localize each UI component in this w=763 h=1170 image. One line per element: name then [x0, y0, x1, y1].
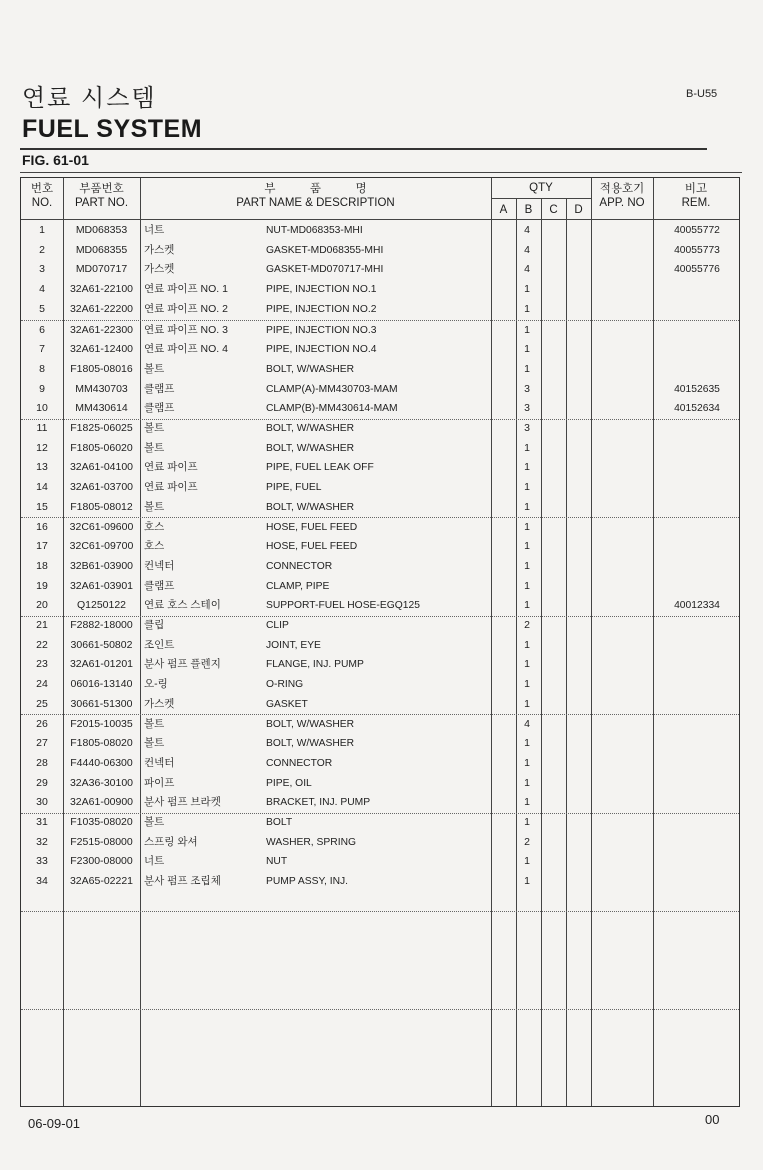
part-number: MD068355: [75, 243, 128, 256]
part-description: GASKET-MD070717-MHI: [266, 264, 384, 276]
part-number: 32B61-03900: [69, 559, 134, 572]
row-number: 28: [36, 756, 48, 769]
table-row: [21, 833, 739, 853]
table-row: [21, 774, 739, 794]
part-number: 30661-50802: [70, 638, 133, 651]
table-row: [21, 419, 739, 439]
table-row: [21, 655, 739, 675]
part-description: BOLT, W/WASHER: [266, 423, 355, 434]
row-number: 33: [36, 855, 48, 868]
qty-b: 1: [524, 500, 530, 513]
part-number: F2515-08000: [70, 835, 133, 848]
part-name-korean: 연료 파이프 NO. 3: [144, 323, 228, 336]
remark: 40012334: [674, 600, 720, 612]
part-number: 32A61-03700: [69, 481, 134, 494]
row-number: 31: [36, 816, 48, 828]
part-name-korean: 클램프: [144, 382, 175, 395]
part-description: BOLT: [266, 817, 293, 828]
part-name-korean: 가스켓: [144, 243, 175, 256]
row-number: 10: [36, 402, 48, 415]
row-number: 4: [39, 283, 45, 296]
part-name-korean: 너트: [144, 224, 165, 236]
qty-b: 4: [524, 717, 530, 730]
table-row: [21, 360, 739, 380]
part-number: 32A65-02221: [69, 875, 134, 888]
header-app-kor: 적용호기: [599, 183, 645, 195]
qty-b: 1: [524, 658, 530, 671]
table-row: [21, 399, 739, 419]
qty-b: 1: [524, 697, 530, 710]
part-name-korean: 연료 파이프 NO. 4: [144, 343, 228, 356]
header-rem-eng: REM.: [681, 197, 711, 209]
header-part-kor: 부품번호: [79, 183, 124, 195]
part-name-korean: 클램프: [144, 579, 175, 592]
part-name-korean: 가스켓: [144, 263, 175, 276]
row-number: 18: [36, 559, 48, 572]
part-description: HOSE, FUEL FEED: [266, 541, 358, 553]
row-number: 26: [36, 717, 48, 730]
title-english: FUEL SYSTEM: [22, 115, 203, 143]
title-korean: 연료 시스템: [22, 85, 157, 112]
part-name-korean: 클램프: [144, 402, 175, 415]
row-number: 3: [39, 263, 45, 276]
figure-number: FIG. 61-01: [22, 152, 89, 168]
row-number: 11: [36, 422, 48, 434]
part-number: MD070717: [75, 263, 128, 276]
part-description: BOLT, W/WASHER: [266, 442, 355, 454]
part-name-korean: 연료 파이프 NO. 1: [144, 283, 228, 296]
part-name-korean: 볼트: [144, 816, 165, 828]
table-row: [21, 458, 739, 478]
part-number: 32A61-22200: [69, 302, 134, 315]
part-name-korean: 연료 파이프 NO. 2: [144, 302, 228, 315]
row-number: 24: [36, 678, 48, 691]
row-number: 1: [39, 224, 45, 236]
table-row: [21, 616, 739, 636]
row-number: 17: [36, 540, 48, 553]
row-number: 19: [36, 579, 48, 592]
header-rem-kor: 비고: [684, 183, 708, 195]
part-name-korean: 조인트: [144, 638, 175, 651]
table-row: [21, 321, 739, 341]
qty-b: 1: [524, 283, 530, 296]
table-row: [21, 577, 739, 597]
table-row: [21, 221, 739, 241]
part-name-korean: 볼트: [144, 717, 165, 730]
qty-subheader-rule: [491, 198, 591, 199]
table-row: [21, 439, 739, 459]
footer-date: 06-09-01: [28, 1116, 81, 1131]
part-name-korean: 연료 파이프: [144, 461, 198, 474]
part-description: PIPE, FUEL LEAK OFF: [266, 462, 374, 474]
part-description: CLIP: [266, 620, 289, 631]
remark: 40152635: [674, 383, 720, 395]
header-no-kor: 번호: [30, 183, 54, 195]
table-row: [21, 380, 739, 400]
part-description: HOSE, FUEL FEED: [266, 521, 358, 533]
table-row: [21, 734, 739, 754]
header-qty-d: D: [574, 204, 583, 216]
table-row: [21, 280, 739, 300]
table-row: [21, 340, 739, 360]
table-row: [21, 852, 739, 872]
qty-b: 3: [524, 402, 530, 415]
group-rule-8: [21, 1009, 739, 1010]
part-number: Q1250122: [76, 599, 127, 612]
group-rule-7: [21, 911, 739, 912]
qty-b: 1: [524, 579, 530, 592]
part-name-korean: 분사 펌프 조립체: [144, 875, 221, 888]
qty-b: 3: [524, 382, 530, 395]
part-description: BRACKET, INJ. PUMP: [266, 797, 371, 809]
row-number: 15: [36, 500, 48, 513]
qty-b: 1: [524, 343, 530, 356]
row-number: 14: [36, 481, 48, 494]
remark: 40055773: [674, 244, 720, 256]
part-number: 32A61-22300: [69, 323, 134, 336]
part-number: 32A61-03901: [69, 579, 134, 592]
part-description: JOINT, EYE: [266, 639, 321, 651]
table-row: [21, 715, 739, 735]
parts-table: [20, 177, 740, 1107]
part-name-korean: 볼트: [144, 362, 165, 375]
part-number: 32C61-09700: [69, 540, 134, 553]
qty-b: 1: [524, 776, 530, 789]
part-name-korean: 클립: [144, 619, 165, 631]
part-name-korean: 너트: [144, 855, 165, 868]
header-qty-c: C: [549, 204, 558, 216]
part-description: SUPPORT-FUEL HOSE-EGQ125: [266, 600, 420, 612]
part-number: 32A61-04100: [69, 461, 134, 474]
qty-b: 1: [524, 441, 530, 454]
part-description: PIPE, INJECTION NO.3: [266, 324, 377, 336]
row-number: 12: [36, 441, 48, 454]
part-number: F1805-08020: [70, 737, 133, 750]
row-number: 29: [36, 776, 48, 789]
table-row: [21, 813, 739, 833]
row-number: 5: [39, 302, 45, 315]
part-description: BOLT, W/WASHER: [266, 363, 355, 375]
part-description: NUT-MD068353-MHI: [266, 225, 363, 236]
part-description: CLAMP, PIPE: [266, 580, 330, 592]
part-name-korean: 스프링 와셔: [144, 835, 198, 848]
part-number: F4440-06300: [70, 756, 133, 769]
qty-b: 4: [524, 224, 530, 236]
qty-b: 1: [524, 737, 530, 750]
part-name-korean: 호스: [144, 540, 165, 553]
qty-b: 2: [524, 619, 530, 631]
part-description: CLAMP(B)-MM430614-MAM: [266, 403, 398, 415]
row-number: 27: [36, 737, 48, 750]
header-qty-b: B: [524, 204, 533, 216]
title-rule: [20, 148, 707, 150]
part-name-korean: 가스켓: [144, 697, 175, 710]
part-description: O-RING: [266, 679, 304, 691]
part-number: F1035-08020: [70, 816, 133, 828]
table-row: [21, 636, 739, 656]
header-qty: QTY: [529, 182, 553, 194]
header-remarks: [653, 182, 739, 210]
part-name-korean: 연료 호스 스테이: [144, 599, 221, 612]
qty-b: 1: [524, 678, 530, 691]
part-name-korean: 오-링: [144, 678, 168, 691]
model-code: B-U55: [686, 88, 718, 100]
table-row: [21, 872, 739, 892]
part-number: 06016-13140: [70, 678, 133, 691]
qty-b: 1: [524, 323, 530, 336]
qty-b: 1: [524, 855, 530, 868]
qty-b: 4: [524, 263, 530, 276]
qty-b: 3: [524, 422, 530, 434]
header-app-no: [591, 182, 653, 210]
row-number: 23: [36, 658, 48, 671]
qty-b: 4: [524, 243, 530, 256]
row-number: 22: [36, 638, 48, 651]
row-number: 7: [39, 343, 45, 356]
part-number: F2882-18000: [70, 619, 133, 631]
part-number: 32A61-01201: [69, 658, 134, 671]
header-app-eng: APP. NO: [599, 197, 645, 209]
part-number: 32A61-00900: [69, 796, 134, 809]
qty-b: 1: [524, 540, 530, 553]
part-description: BOLT, W/WASHER: [266, 501, 355, 513]
part-description: GASKET-MD068355-MHI: [266, 244, 384, 256]
part-description: PIPE, INJECTION NO.2: [266, 303, 377, 315]
row-number: 8: [39, 362, 45, 375]
part-name-korean: 호스: [144, 520, 165, 533]
table-row: [21, 260, 739, 280]
qty-b: 1: [524, 599, 530, 612]
part-description: BOLT, W/WASHER: [266, 738, 355, 750]
qty-b: 1: [524, 796, 530, 809]
part-number: F1805-06020: [70, 441, 133, 454]
part-name-korean: 컨넥터: [144, 756, 175, 769]
header-qty-a: A: [499, 204, 508, 216]
part-name-korean: 볼트: [144, 441, 165, 454]
table-row: [21, 478, 739, 498]
part-number: 30661-51300: [70, 697, 133, 710]
qty-b: 1: [524, 461, 530, 474]
header-part-eng: PART NO.: [74, 197, 129, 209]
row-number: 34: [36, 875, 48, 888]
table-row: [21, 498, 739, 518]
table-row: [21, 241, 739, 261]
header-no-eng: NO.: [31, 197, 53, 209]
part-number: MM430703: [75, 382, 128, 395]
part-description: WASHER, SPRING: [266, 836, 357, 848]
part-name-korean: 파이프: [144, 776, 175, 789]
part-number: 32C61-09600: [69, 520, 134, 533]
qty-b: 1: [524, 362, 530, 375]
part-name-korean: 볼트: [144, 422, 165, 434]
row-number: 25: [36, 697, 48, 710]
part-number: MM430614: [75, 402, 128, 415]
header-name-kor: 부 품 명: [264, 183, 367, 195]
row-number: 16: [36, 520, 48, 533]
part-number: F1825-06025: [70, 422, 133, 434]
qty-b: 1: [524, 302, 530, 315]
figure-rule: [20, 172, 742, 173]
part-name-korean: 연료 파이프: [144, 481, 198, 494]
row-number: 6: [39, 323, 45, 336]
part-name-korean: 볼트: [144, 737, 165, 750]
part-number: 32A61-22100: [69, 283, 134, 296]
qty-b: 1: [524, 638, 530, 651]
part-description: NUT: [266, 856, 288, 868]
qty-b: 1: [524, 481, 530, 494]
part-name-korean: 볼트: [144, 500, 165, 513]
header-name-eng: PART NAME & DESCRIPTION: [236, 197, 395, 209]
row-number: 9: [39, 382, 45, 395]
part-description: PIPE, FUEL: [266, 482, 322, 494]
part-description: CLAMP(A)-MM430703-MAM: [266, 383, 398, 395]
table-row: [21, 537, 739, 557]
header-no: [21, 182, 63, 210]
row-number: 13: [36, 461, 48, 474]
qty-b: 1: [524, 559, 530, 572]
table-row: [21, 557, 739, 577]
row-number: 20: [36, 599, 48, 612]
remark: 40055776: [674, 264, 720, 276]
table-row: [21, 754, 739, 774]
part-description: GASKET: [266, 698, 308, 710]
part-number: 32A36-30100: [69, 776, 134, 789]
row-number: 30: [36, 796, 48, 809]
part-description: BOLT, W/WASHER: [266, 718, 355, 730]
part-name-korean: 분사 펌프 브라켓: [144, 796, 221, 809]
part-number: 32A61-12400: [69, 343, 134, 356]
row-number: 32: [36, 835, 48, 848]
table-row: [21, 518, 739, 538]
part-number: F2300-08000: [70, 855, 133, 868]
qty-b: 1: [524, 875, 530, 888]
table-row: [21, 675, 739, 695]
part-description: CONNECTOR: [266, 560, 333, 572]
part-description: PIPE, INJECTION NO.1: [266, 284, 377, 296]
header-part-no: [63, 182, 140, 210]
table-row: [21, 793, 739, 813]
part-name-korean: 분사 펌프 플렌지: [144, 658, 221, 671]
header-rule: [21, 219, 739, 220]
part-description: CONNECTOR: [266, 757, 333, 769]
row-number: 21: [36, 619, 48, 631]
qty-b: 1: [524, 520, 530, 533]
part-description: PIPE, OIL: [266, 777, 312, 789]
table-row: [21, 695, 739, 715]
part-number: F1805-08012: [70, 500, 133, 513]
header-part-name: [140, 182, 491, 210]
part-number: MD068353: [75, 224, 128, 236]
part-description: PUMP ASSY, INJ.: [266, 876, 349, 888]
table-row: [21, 596, 739, 616]
part-description: FLANGE, INJ. PUMP: [266, 659, 364, 671]
row-number: 2: [39, 243, 45, 256]
part-number: F1805-08016: [70, 362, 133, 375]
remark: 40152634: [674, 403, 720, 415]
part-name-korean: 컨넥터: [144, 559, 175, 572]
remark: 40055772: [674, 225, 720, 236]
qty-b: 2: [524, 835, 530, 848]
page-number: 00: [705, 1112, 720, 1127]
part-number: F2015-10035: [70, 717, 133, 730]
qty-b: 1: [524, 816, 530, 828]
qty-b: 1: [524, 756, 530, 769]
table-row: [21, 300, 739, 320]
part-description: PIPE, INJECTION NO.4: [266, 344, 377, 356]
